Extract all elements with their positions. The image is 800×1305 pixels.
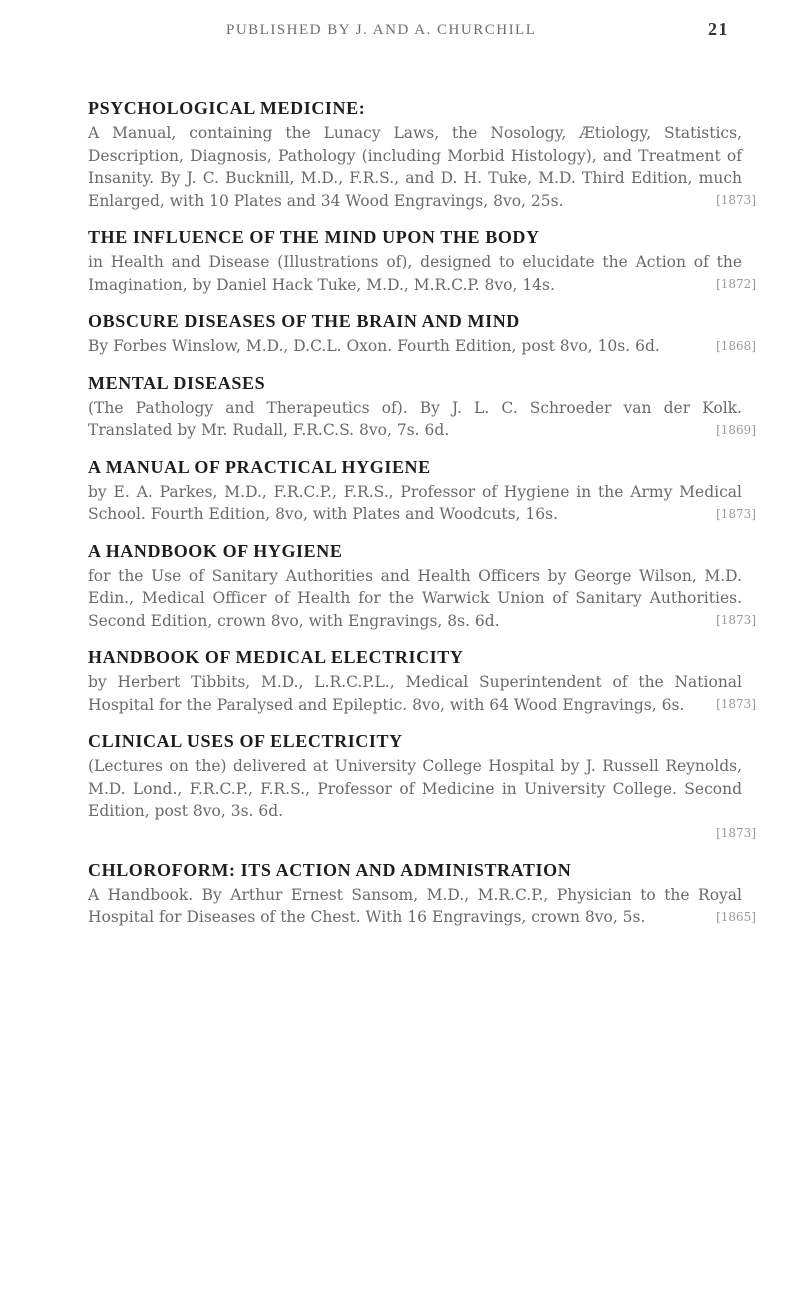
entry-title: A HANDBOOK OF HYGIENE xyxy=(88,540,343,561)
entry-description: in Health and Disease (Illustrations of), designed to elucidate the Action of the Imagination, by Daniel Hack Tuke, M.D., M.R.C.P. 8vo, 14s. xyxy=(88,253,742,294)
entry-description: By Forbes Winslow, M.D., D.C.L. Oxon. Fourth Edition, post 8vo, 10s. 6d. xyxy=(88,337,660,355)
entry-year: [1869] xyxy=(716,422,756,437)
entry-description: for the Use of Sanitary Authorities and Health Officers by George Wilson, M.D. Edin., Medical Officer of Health for the Warwick Union of Sanitary Authorities. Second Edition, crown 8vo, with Engravings, 8s. 6d. xyxy=(88,566,742,630)
catalogue-entry xyxy=(88,540,756,629)
entry-description: (The Pathology and Therapeutics of). By J. L. C. Schroeder van der Kolk. Translated by Mr. Rudall, F.R.C.S. 8vo, 7s. 6d. xyxy=(88,398,742,439)
publisher-line: PUBLISHED BY J. AND A. CHURCHILL xyxy=(226,22,537,38)
entry-title: CLINICAL USES OF ELECTRICITY xyxy=(88,731,403,751)
entry-year: [1865] xyxy=(716,909,756,924)
entry-title: OBSCURE DISEASES OF THE BRAIN AND MIND xyxy=(88,311,520,331)
catalogue-entry xyxy=(88,859,756,925)
entry-year: [1872] xyxy=(716,277,756,291)
entry-year: [1873] xyxy=(716,506,756,521)
entry-title: A MANUAL OF PRACTICAL HYGIENE xyxy=(88,456,431,477)
entry-year: [1873] xyxy=(716,825,756,840)
entry-description: A Manual, containing the Lunacy Laws, the Nosology, Ætiology, Statistics, Description, Diagnosis, Pathology (including Morbid Histology), and Treatment of Insanity. By J. C. Bucknill, M.D., F.R.S., and D. H. Tuke, M.D. Third Edition, much Enlarged, with 10 Plates and 34 Wood Engravings, 8vo, 25s. xyxy=(88,124,742,210)
entry-description: by Herbert Tibbits, M.D., L.R.C.P.L., Medical Superintendent of the National Hospital for the Paralysed and Epileptic. 8vo, with 64 Wood Engravings, 6s. xyxy=(88,673,742,714)
entry-year: [1873] xyxy=(716,193,756,207)
catalogue-entry xyxy=(88,456,756,522)
catalogue-entry xyxy=(88,226,756,292)
entry-description: (Lectures on the) delivered at University College Hospital by J. Russell Reynolds, M.D. Lond., F.R.C.P., F.R.S., Professor of Medicine in University College. Second Edition, post 8vo, 3s. 6d. xyxy=(88,757,742,820)
entry-title: PSYCHOLOGICAL MEDICINE: xyxy=(88,98,366,118)
entry-title: CHLOROFORM: ITS ACTION AND ADMINISTRATION xyxy=(88,859,572,880)
catalogue-entry xyxy=(88,730,756,841)
catalogue-entry xyxy=(88,97,756,208)
entry-description: by E. A. Parkes, M.D., F.R.C.P., F.R.S., Professor of Hygiene in the Army Medical School. Fourth Edition, 8vo, with Plates and Woodcuts, 16s. xyxy=(88,482,742,523)
catalogue-entry xyxy=(88,372,756,438)
entry-description: A Handbook. By Arthur Ernest Sansom, M.D., M.R.C.P., Physician to the Royal Hospital for Diseases of the Chest. With 16 Engravings, crown 8vo, 5s. xyxy=(88,885,742,926)
entry-title: HANDBOOK OF MEDICAL ELECTRICITY xyxy=(88,647,464,667)
entry-title: MENTAL DISEASES xyxy=(88,372,266,393)
catalogue-entry xyxy=(88,646,756,712)
page-number: 21 xyxy=(708,19,729,39)
entry-year: [1873] xyxy=(716,613,756,627)
catalogue-entry xyxy=(88,310,756,354)
entry-year: [1873] xyxy=(716,697,756,711)
entry-year: [1868] xyxy=(716,338,756,353)
catalogue-entries xyxy=(88,97,756,943)
entry-title: THE INFLUENCE OF THE MIND UPON THE BODY xyxy=(88,227,540,247)
